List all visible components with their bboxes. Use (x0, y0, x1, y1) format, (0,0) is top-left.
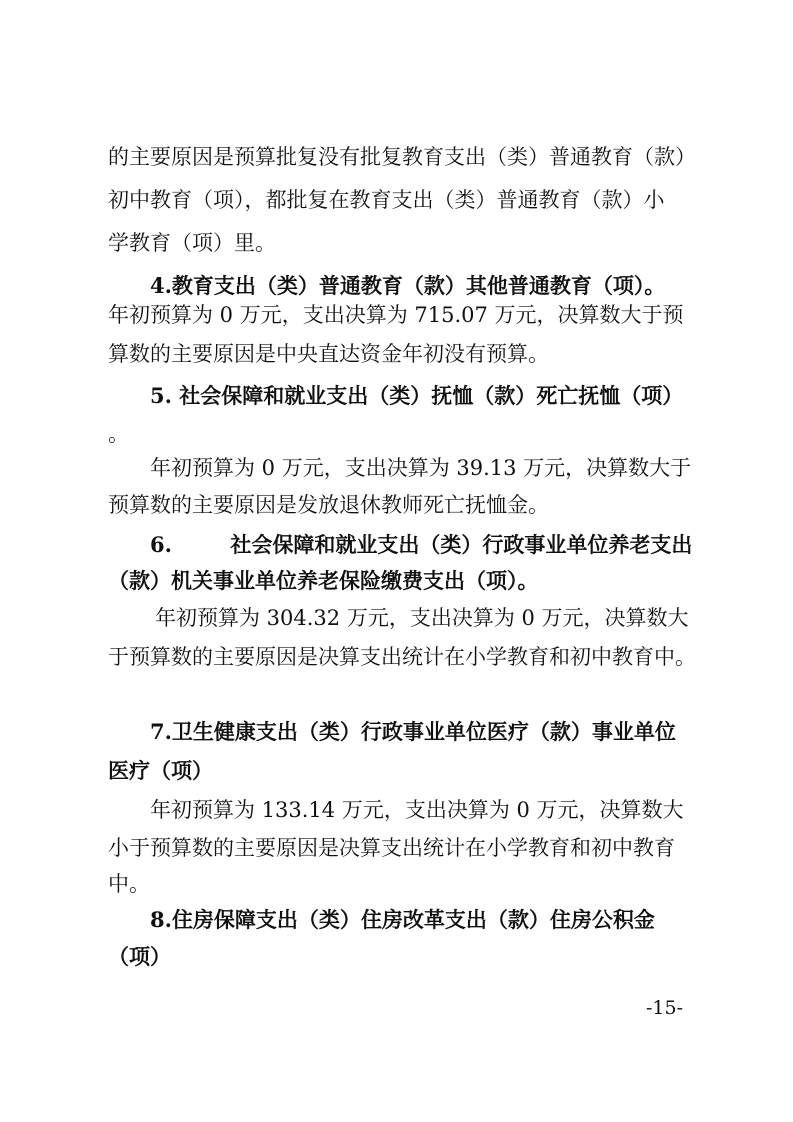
page-number: -15- (646, 997, 684, 1019)
text-line: 算数的主要原因是中央直达资金年初没有预算。 (108, 342, 549, 366)
section-heading: 5. 社会保障和就业支出（类）抚恤（款）死亡抚恤（项） (150, 383, 684, 408)
text-line: 年初预算为 133.14 万元，支出决算为 0 万元，决算数大 (150, 798, 684, 822)
section-heading: 4.教育支出（类）普通教育（款）其他普通教育（项）。 (150, 273, 666, 298)
text-line: 小于预算数的主要原因是决算支出统计在小学教育和初中教育 (108, 836, 675, 860)
text-line: 的主要原因是预算批复没有批复教育支出（类）普通教育（款） (108, 145, 696, 169)
section-heading: 7.卫生健康支出（类）行政事业单位医疗（款）事业单位 (150, 719, 676, 744)
text-line: 预算数的主要原因是发放退休教师死亡抚恤金。 (108, 493, 549, 517)
section-heading: （项） (108, 944, 171, 969)
text-line: 中。 (108, 872, 150, 896)
text-line: 年初预算为 304.32 万元，支出决算为 0 万元，决算数大 (155, 606, 689, 630)
text-line: 。 (108, 422, 129, 446)
text-line: 学教育（项）里。 (108, 231, 276, 255)
section-heading: 8.住房保障支出（类）住房改革支出（款）住房公积金 (150, 907, 655, 932)
text-line: 年初预算为 0 万元，支出决算为 715.07 万元，决算数大于预 (108, 303, 684, 327)
section-heading: 医疗（项） (108, 758, 213, 783)
text-line: 初中教育（项），都批复在教育支出（类）普通教育（款）小 (108, 188, 665, 212)
section-heading: 6. 社会保障和就业支出（类）行政事业单位养老支出 (150, 532, 693, 557)
text-line: 年初预算为 0 万元，支出决算为 39.13 万元，决算数大于 (150, 456, 692, 480)
text-line: 于预算数的主要原因是决算支出统计在小学教育和初中教育中。 (108, 645, 696, 669)
section-heading: （款）机关事业单位养老保险缴费支出（项）。 (108, 568, 539, 593)
